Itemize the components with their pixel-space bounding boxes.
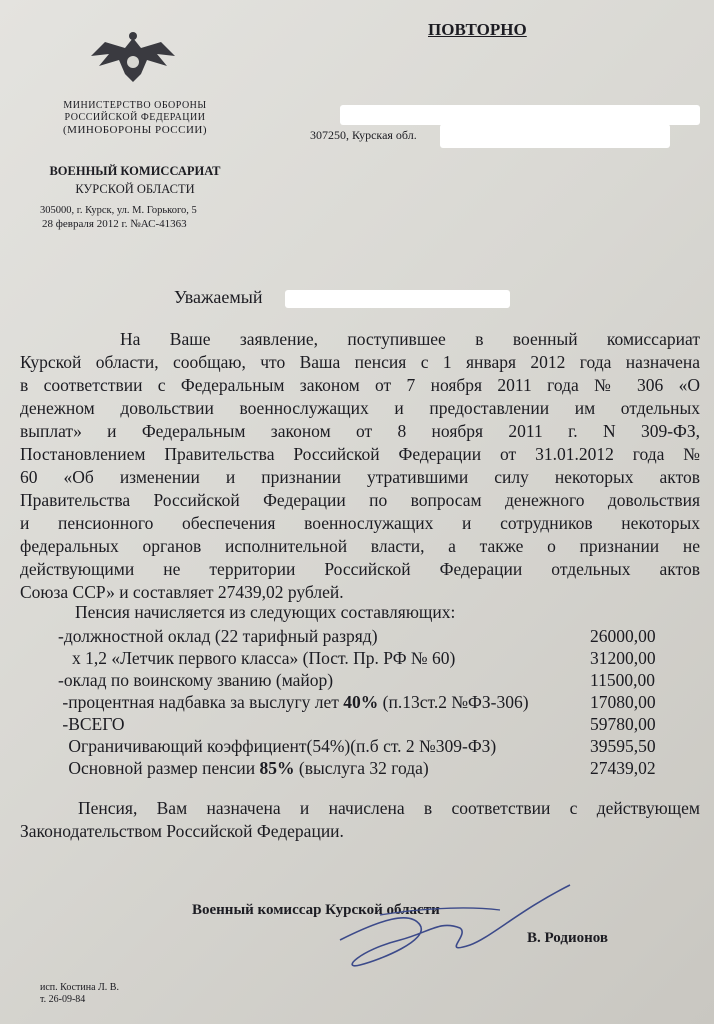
label-text: х 1,2 «Летчик первого класса» (Пост. Пр. РФ № 60) [72,648,456,668]
label-text: -должностной оклад (22 тарифный разряд) [58,626,378,646]
recipient-address: 307250, Курская обл. [310,128,417,142]
components-intro: Пенсия начисляется из следующих составляющих: [75,602,456,622]
signatory-title: Военный комиссар Курской области [192,902,440,918]
office-header [40,162,230,198]
component-amount: 26000,00 [590,626,656,646]
ministry-line: РОССИЙСКОЙ ФЕДЕРАЦИИ [64,112,206,123]
redacted-recipient-name [285,290,510,308]
body-line: и пенсионного обеспечения военнослужащих и сотрудников некоторых [20,513,700,533]
signatory-name: В. Родионов [527,930,608,946]
component-label [58,625,378,647]
double-headed-eagle-emblem [85,30,181,90]
body-line: выплат» и Федеральным законом от 8 ноября 2011 г. N 309-ФЗ, [20,421,700,441]
component-amount: 17080,00 [590,692,656,712]
closing-line: Законодательством Российской Федерации. [20,821,344,841]
letter-date-ref: 28 февраля 2012 г. №АС-41363 [42,218,187,230]
ministry-header [50,100,220,136]
label-text: Ограничивающий коэффициент(54%)(п.б ст. 2 №309-ФЗ) [64,736,497,756]
component-row [58,735,698,757]
component-row [58,691,698,713]
component-label [58,713,125,735]
component-label [72,647,455,669]
executor-phone: т. 26-09-84 [40,994,86,1005]
sender-address: 305000, г. Курск, ул. М. Горького, 5 [40,205,197,216]
component-row [58,757,698,779]
body-line: действующими не территории Российской Федерации отдельных актов [20,559,700,579]
ministry-line: МИНИСТЕРСТВО ОБОРОНЫ [63,100,207,111]
component-row [58,669,698,691]
component-row [58,647,698,669]
body-line: 60 «Об изменении и признании утратившими силу некоторых актов [20,467,700,487]
component-amount: 31200,00 [590,648,656,668]
body-line: денежном довольствии военнослужащих и предоставлении им отдельных [20,398,700,418]
body-line: Правительства Российской Федерации по вопросам денежного довольствия [20,490,700,510]
component-row [58,625,698,647]
body-line: федеральных органов исполнительной власти, а также о признании не [20,536,700,556]
executor-name: исп. Костина Л. В. [40,982,119,993]
closing-line: Пенсия, Вам назначена и начислена в соответствии с действующем [78,798,700,818]
component-label [58,691,529,713]
component-label [64,735,496,757]
component-label [64,757,429,779]
component-amount: 11500,00 [590,670,655,690]
handwritten-signature [320,880,580,980]
body-line: Курской области, сообщаю, что Ваша пенсия с 1 января 2012 года назначена [20,352,700,372]
label-text: Основной размер пенсии [64,758,260,778]
body-line: Постановлением Правительства Российской Федерации от 31.01.2012 года № [20,444,700,464]
label-bold: 85% [259,758,295,778]
component-row [58,713,698,735]
office-name: ВОЕННЫЙ КОМИССАРИАТ [49,164,221,178]
repeat-stamp: ПОВТОРНО [428,20,527,39]
component-amount: 27439,02 [590,758,656,778]
label-text: (выслуга 32 года) [294,758,429,778]
label-text: -процентная надбавка за выслугу лет [58,692,344,712]
component-label [58,669,333,691]
salutation: Уважаемый [174,287,263,307]
label-text: (п.13ст.2 №ФЗ-306) [378,692,529,712]
body-line: На Ваше заявление, поступившее в военный комиссариат [120,329,700,349]
body-line: в соответствии с Федеральным законом от 7 ноября 2011 года № 306 «О [20,375,700,395]
body-line: Союза ССР» и составляет 27439,02 рублей. [20,582,344,602]
label-text: -оклад по воинскому званию (майор) [58,670,334,690]
component-amount: 59780,00 [590,714,656,734]
redacted-name [340,105,700,125]
label-text: -ВСЕГО [58,714,125,734]
label-bold: 40% [343,692,379,712]
office-region: КУРСКОЙ ОБЛАСТИ [75,182,195,196]
ministry-line: (МИНОБОРОНЫ РОССИИ) [63,124,207,136]
component-amount: 39595,50 [590,736,656,756]
redacted-address [440,124,670,148]
